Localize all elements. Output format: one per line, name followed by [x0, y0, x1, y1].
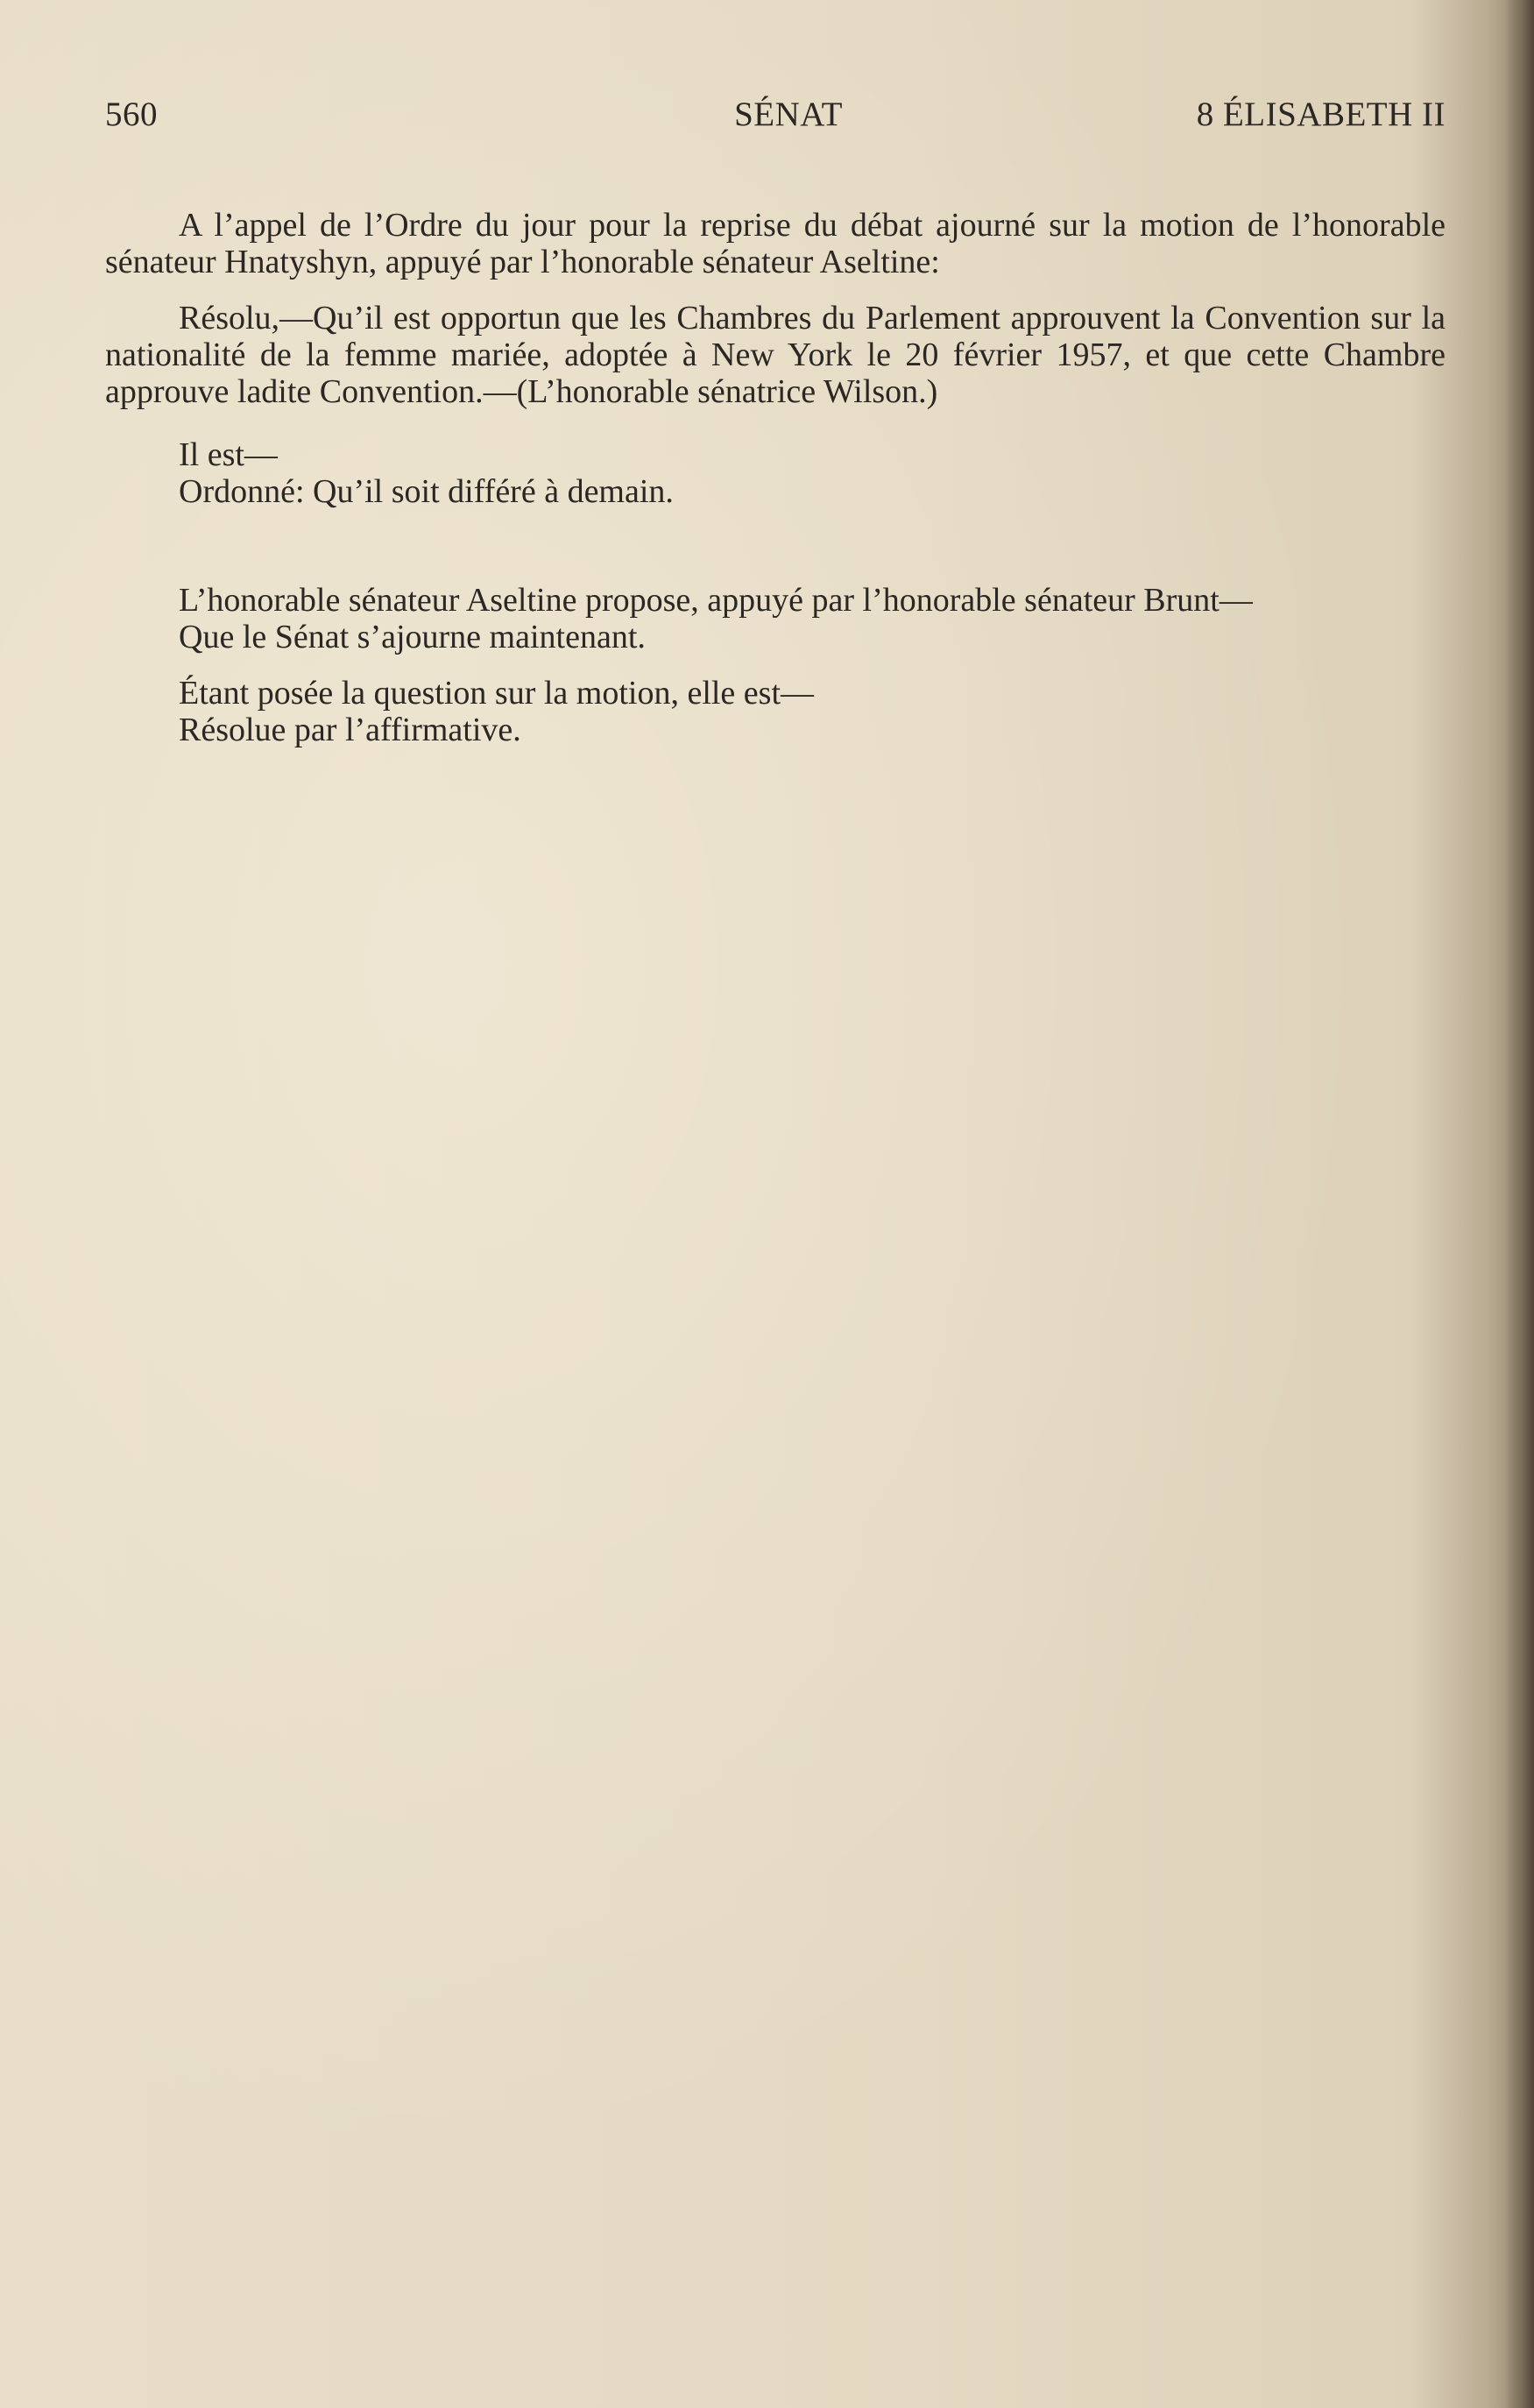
page-body: [105, 207, 1446, 748]
page-number: 560: [105, 96, 158, 133]
page-binding-shadow: [1504, 0, 1534, 2408]
order-of-day-paragraph: A l’appel de l’Ordre du jour pour la reprise du débat ajourné sur la motion de l’honorable sénateur Hnatyshyn, appuyé par l’honorable sénateur Aseltine:: [105, 207, 1446, 280]
regnal-year: 8 ÉLISABETH II: [1196, 96, 1446, 133]
il-est-line: Il est—: [179, 436, 278, 473]
question-put-line: Étant posée la question sur la motion, elle est—: [179, 675, 815, 712]
running-title: SÉNAT: [734, 96, 843, 133]
resolved-affirmative-line: Résolue par l’affirmative.: [179, 712, 521, 748]
page-header: [105, 95, 1446, 147]
ordered-line: Ordonné: Qu’il soit différé à demain.: [179, 473, 674, 510]
adjournment-motion-paragraph: L’honorable sénateur Aseltine propose, appuyé par l’honorable sénateur Brunt—: [179, 582, 1253, 619]
adjourn-line: Que le Sénat s’ajourne maintenant.: [179, 619, 646, 655]
resolution-paragraph: Résolu,—Qu’il est opportun que les Chambres du Parlement approuvent la Convention sur la nationalité de la femme mariée, adoptée à New York le 20 février 1957, et que cette Chambre approuve ladite Convention.—(L’honorable sénatrice Wilson.): [105, 300, 1446, 410]
